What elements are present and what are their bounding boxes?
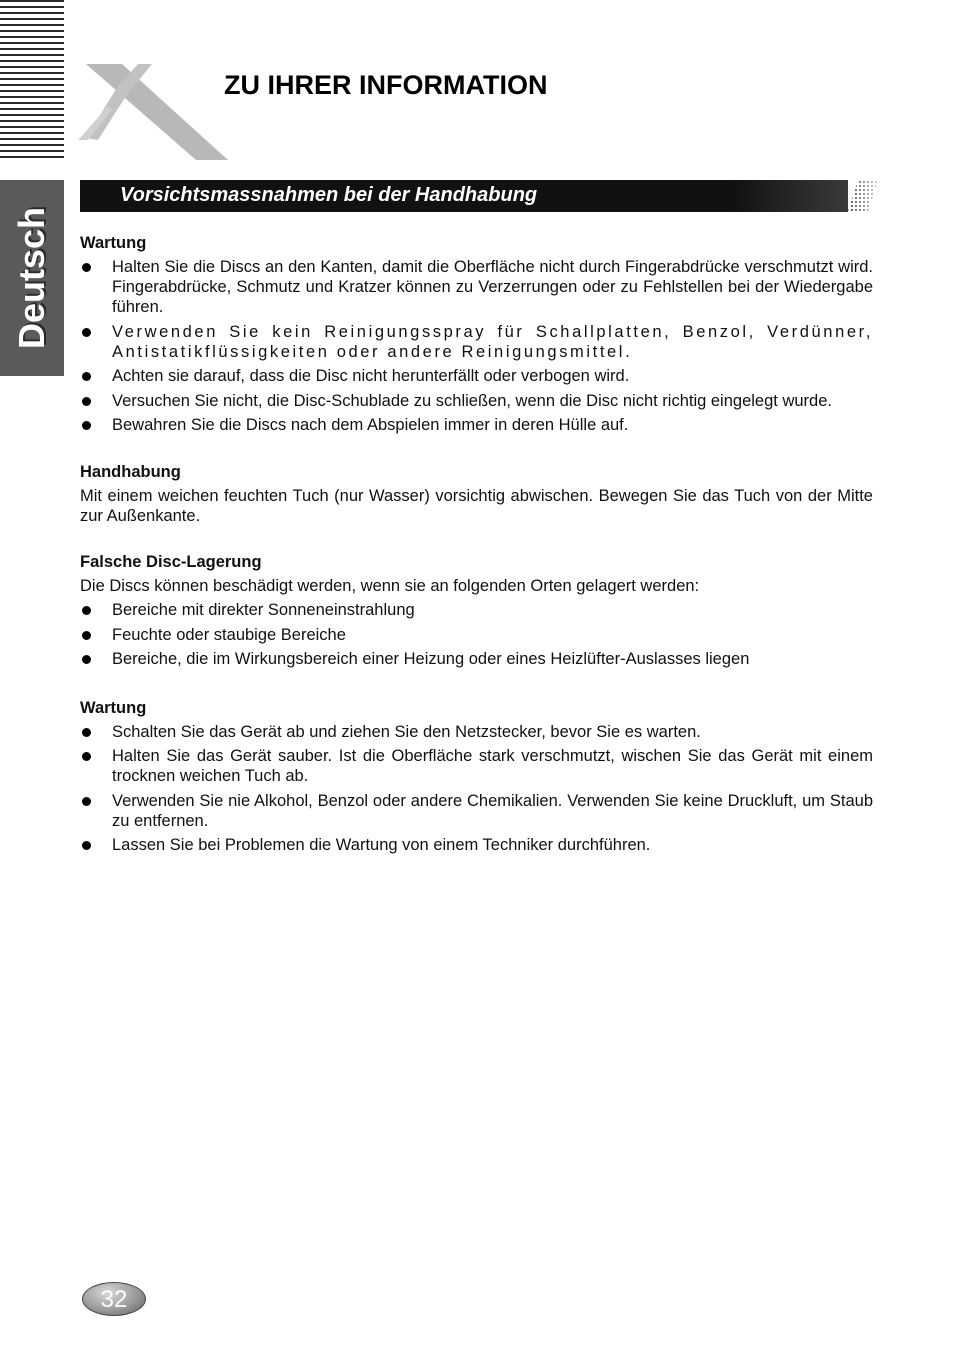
list-item: Feuchte oder staubige Bereiche [80,625,873,645]
section-wartung-1 [80,233,873,435]
page-content [80,233,873,860]
section-falsche-disc-lagerung [80,552,873,670]
bullet-icon [82,606,91,615]
section-handhabung [80,462,873,526]
bullet-icon [82,631,91,640]
section-wartung-2 [80,698,873,856]
bullet-list [80,600,873,669]
bullet-icon [82,655,91,664]
bullet-list [80,257,873,435]
list-item: Verwenden Sie nie Alkohol, Benzol oder andere Chemikalien. Verwenden Sie keine Druckluft, um Staub zu entfernen. [80,791,873,831]
list-item: Halten Sie die Discs an den Kanten, damit die Oberfläche nicht durch Fingerabdrücke verschmutzt wird. Fingerabdrücke, Schmutz und Kratzer können zu Verzerrungen oder zu Fehlstellen bei der Wiedergabe führen. [80,257,873,317]
page-number-badge [82,1282,146,1316]
language-label: Deutsch [11,206,52,350]
list-item: Bereiche, die im Wirkungsbereich einer Heizung oder eines Heizlüfter-Auslasses liegen [80,649,873,669]
bullet-icon [82,328,91,337]
section-heading: Handhabung [80,462,181,481]
banner-title: Vorsichtsmassnahmen bei der Handhabung [120,184,538,206]
paragraph: Mit einem weichen feuchten Tuch (nur Wasser) vorsichtig abwischen. Bewegen Sie das Tuch von der Mitte zur Außenkante. [80,486,873,525]
list-item: Halten Sie das Gerät sauber. Ist die Oberfläche stark verschmutzt, wischen Sie das Gerät mit einem trocknen weichen Tuch ab. [80,746,873,786]
bullet-list [80,722,873,856]
list-item: Versuchen Sie nicht, die Disc-Schublade zu schließen, wenn die Disc nicht richtig eingelegt wurde. [80,391,873,411]
list-item: Lassen Sie bei Problemen die Wartung von einem Techniker durchführen. [80,835,873,855]
halftone-dots-icon [838,180,878,212]
list-item: Schalten Sie das Gerät ab und ziehen Sie den Netzstecker, bevor Sie es warten. [80,722,873,742]
bullet-icon [82,841,91,850]
page-title: ZU IHRER INFORMATION [224,70,548,100]
page-number: 32 [100,1286,128,1313]
list-item: Verwenden Sie kein Reinigungsspray für Schallplatten, Benzol, Verdünner, Antistatikflüssigkeiten oder andere Reinigungsmittel. [80,322,873,362]
section-heading: Falsche Disc-Lagerung [80,552,262,571]
list-item: Bewahren Sie die Discs nach dem Abspielen immer in deren Hülle auf. [80,415,873,435]
bullet-icon [82,421,91,430]
bullet-icon [82,372,91,381]
section-heading: Wartung [80,234,147,252]
decorative-stripes [0,0,64,162]
section-banner [80,180,878,212]
bullet-icon [82,397,91,406]
bullet-icon [82,797,91,806]
section-heading: Wartung [80,698,147,717]
bullet-icon [82,263,91,272]
x-logo-icon [78,60,228,162]
list-item: Achten sie darauf, dass die Disc nicht herunterfällt oder verbogen wird. [80,366,873,386]
list-item: Bereiche mit direkter Sonneneinstrahlung [80,600,873,620]
paragraph: Die Discs können beschädigt werden, wenn sie an folgenden Orten gelagert werden: [80,576,700,595]
bullet-icon [82,752,91,761]
language-side-tab [0,180,64,376]
bullet-icon [82,728,91,737]
